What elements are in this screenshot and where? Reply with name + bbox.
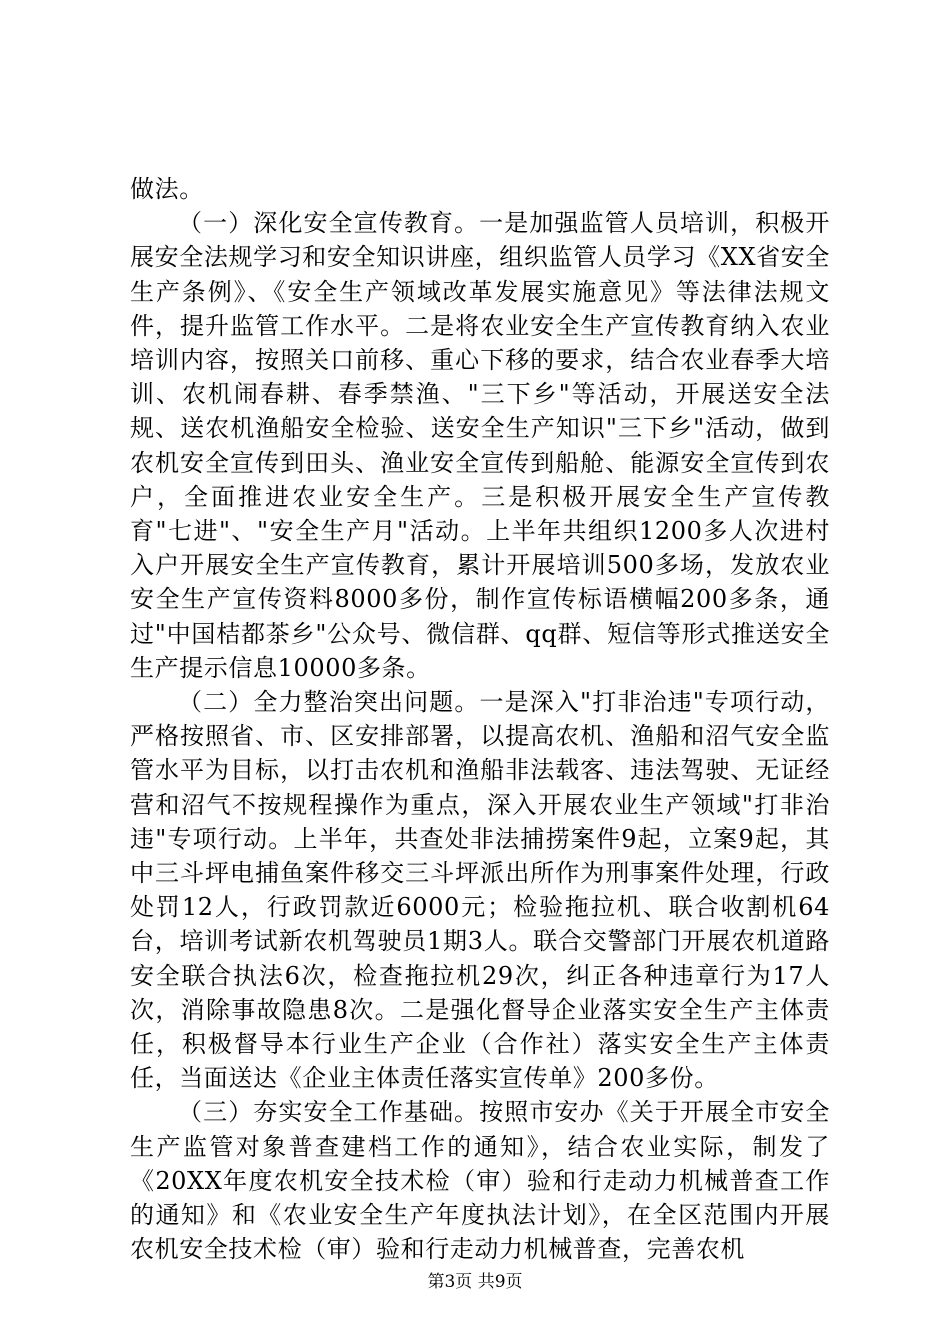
paragraph-safety-foundation: （三）夯实安全工作基础。按照市安办《关于开展全市安全生产监管对象普查建档工作的通知》，结合农业实际，制发了《20XX年度农机安全技术检（审）验和行走动力机械普查工作的通知》和《农业安全生产年度执法计划》，在全区范围内开展农机安全技术检（审）验和行走动力机械普查，完善农机 xyxy=(130,1098,830,1264)
page-footer xyxy=(0,1270,950,1294)
paragraph-continuation: 做法。 xyxy=(130,175,204,203)
paragraph-rectify-problems: （二）全力整治突出问题。一是深入"打非治违"专项行动，严格按照省、市、区安排部署，以提高农机、渔船和沼气安全监管水平为目标，以打击农机和渔船非法载客、违法驾驶、无证经营和沼气不按规程操作为重点，深入开展农业生产领域"打非治违"专项行动。上半年，共查处非法捕捞案件9起，立案9起，其中三斗坪电捕鱼案件移交三斗坪派出所作为刑事案件处理，行政处罚12人，行政罚款近6000元；检验拖拉机、联合收割机64台，培训考试新农机驾驶员1期3人。联合交警部门开展农机道路安全联合执法6次，检查拖拉机29次，纠正各种违章行为17人次，消除事故隐患8次。二是强化督导企业落实安全生产主体责任，积极督导本行业生产企业（合作社）落实安全生产主体责任，当面送达《企业主体责任落实宣传单》200多份。 xyxy=(130,688,830,1093)
document-body xyxy=(130,172,830,1267)
page-number: 第3页 共9页 xyxy=(427,1272,523,1292)
paragraph-publicity-education: （一）深化安全宣传教育。一是加强监管人员培训，积极开展安全法规学习和安全知识讲座，组织监管人员学习《XX省安全生产条例》、《安全生产领域改革发展实施意见》等法律法规文件，提升监管工作水平。二是将农业安全生产宣传教育纳入农业培训内容，按照关口前移、重心下移的要求，结合农业春季大培训、农机闹春耕、春季禁渔、"三下乡"等活动，开展送安全法规、送农机渔船安全检验、送安全生产知识"三下乡"活动，做到农机安全宣传到田头、渔业安全宣传到船舱、能源安全宣传到农户，全面推进农业安全生产。三是积极开展安全生产宣传教育"七进"、"安全生产月"活动。上半年共组织1200多人次进村入户开展安全生产宣传教育，累计开展培训500多场，发放农业安全生产宣传资料8000多份，制作宣传标语横幅200多条，通过"中国桔都茶乡"公众号、微信群、qq群、短信等形式推送安全生产提示信息10000多条。 xyxy=(130,209,830,682)
